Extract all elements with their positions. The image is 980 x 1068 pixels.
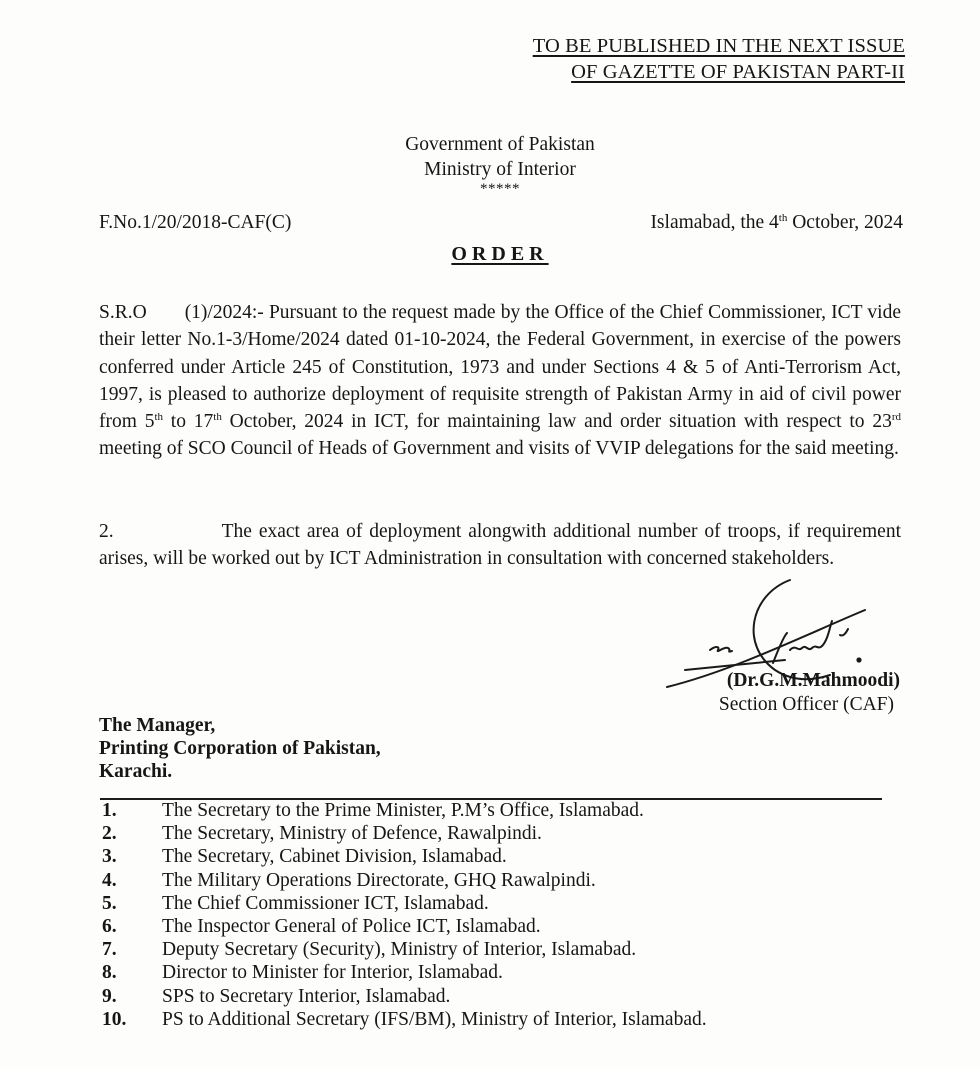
ministry-name: Ministry of Interior: [424, 159, 576, 180]
addressee-block: [99, 714, 381, 783]
date-rest: October, 2024: [787, 212, 903, 233]
signatory-name: (Dr.G.M.Mahmoodi): [726, 670, 900, 691]
distribution-list: [102, 799, 707, 1031]
list-item: 4. The Military Operations Directorate, GHQ Rawalpindi.: [102, 869, 596, 891]
addressee-line-1: The Manager,: [99, 715, 216, 736]
separator-stars: *****: [480, 181, 520, 197]
list-item: 5. The Chief Commissioner ICT, Islamabad.: [102, 892, 489, 914]
list-item: 9. SPS to Secretary Interior, Islamabad.: [102, 985, 451, 1007]
addressee-line-2: Printing Corporation of Pakistan,: [99, 738, 381, 759]
sro-label: S.R.O: [99, 302, 147, 323]
paragraph-number: 2.: [99, 521, 114, 542]
issuing-authority: [0, 132, 980, 196]
publish-notice-line2: OF GAZETTE OF PAKISTAN PART-II: [571, 61, 905, 83]
list-item: 3. The Secretary, Cabinet Division, Islamabad.: [102, 846, 507, 868]
list-item: 8. Director to Minister for Interior, Islamabad.: [102, 962, 503, 984]
publish-notice-line1: TO BE PUBLISHED IN THE NEXT ISSUE: [532, 35, 905, 57]
date-line: [650, 212, 903, 234]
list-item: 7. Deputy Secretary (Security), Ministry of Interior, Islamabad.: [102, 939, 637, 961]
gazette-publish-notice: [533, 33, 905, 85]
list-item: 2. The Secretary, Ministry of Defence, Rawalpindi.: [102, 823, 542, 845]
list-item: 10. PS to Additional Secretary (IFS/BM), Ministry of Interior, Islamabad.: [102, 1008, 707, 1030]
date-ordinal: th: [778, 212, 788, 224]
date-prefix: Islamabad, the 4: [650, 212, 779, 233]
order-paragraph-2: 2. The exact area of deployment alongwith additional number of troops, if requirement arises, will be worked out by ICT Administration in consultation with concerned stakeholders.: [99, 521, 901, 570]
order-paragraph-1: S.R.O (1)/2024:- Pursuant to the request made by the Office of the Chief Commissioner, ICT vide their letter No.1-3/Home/2024 dated 01-10-2024, the Federal Government, in exercise of the powers conferred under Article 245 of Constitution, 1973 and under Sections 4 & 5 of Anti-Terrorism Act, 1997, is pleased to authorize deployment of requisite strength of Pakistan Army in aid of civil power from 5th to 17th October, 2024 in ICT, for maintaining law and order situation with respect to 23rd meeting of SCO Council of Heads of Government and visits of VVIP delegations for the said meeting.: [99, 302, 901, 460]
signatory-designation: Section Officer (CAF): [718, 694, 894, 715]
list-item: 1. The Secretary to the Prime Minister, P.M’s Office, Islamabad.: [102, 800, 644, 821]
file-number: F.No.1/20/2018-CAF(C): [99, 212, 292, 233]
government-name: Government of Pakistan: [405, 134, 595, 155]
order-title: ORDER: [451, 243, 549, 265]
addressee-line-3: Karachi.: [99, 761, 173, 782]
list-item: 6. The Inspector General of Police ICT, Islamabad.: [102, 916, 541, 938]
